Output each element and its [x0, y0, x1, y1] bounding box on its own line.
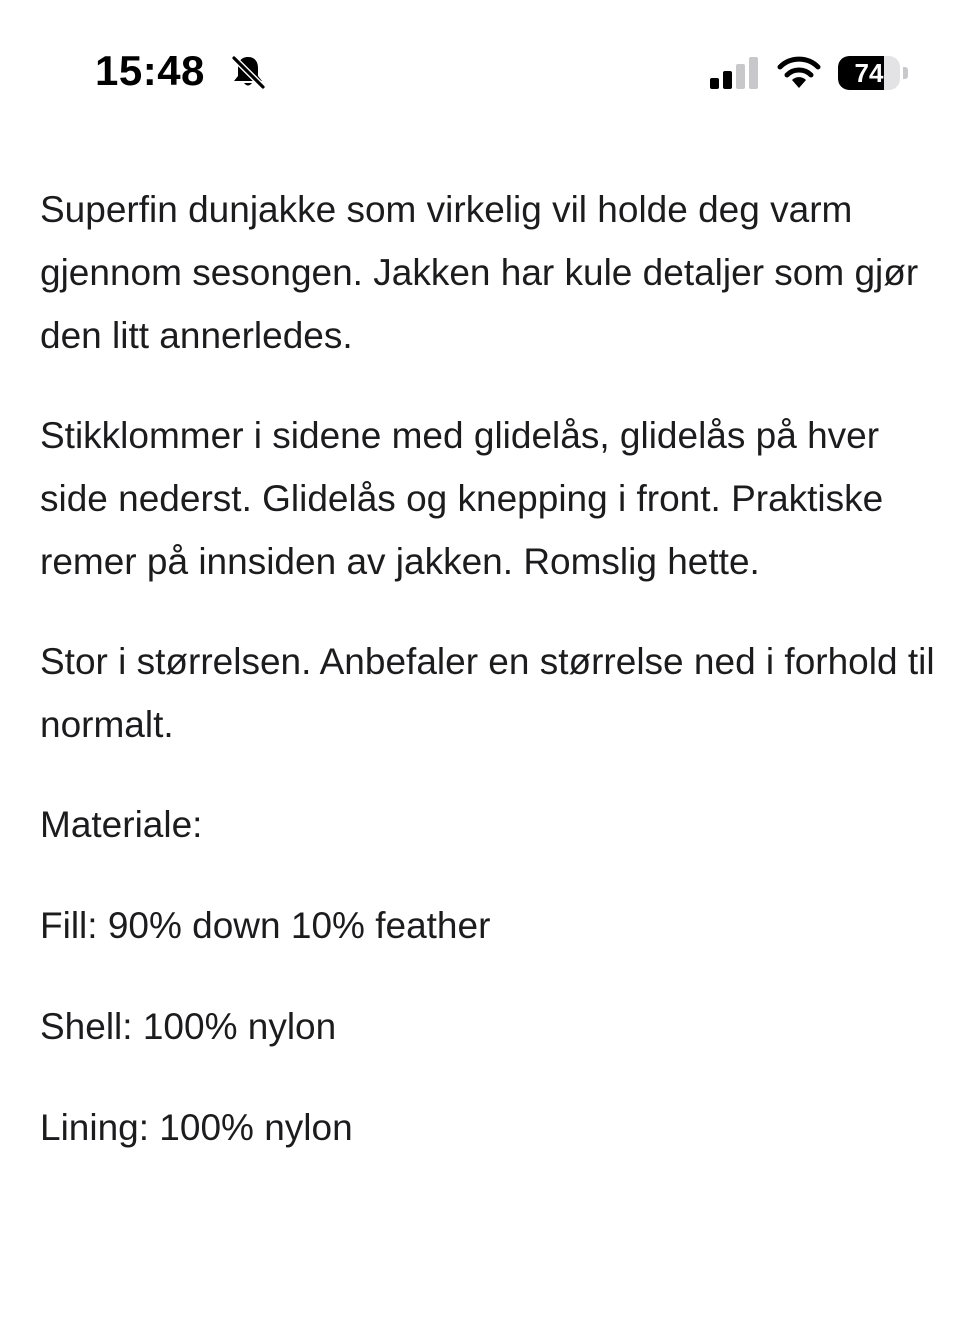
material-heading: Materiale:: [40, 804, 203, 845]
battery-body: [838, 56, 900, 90]
material-lining: Lining: 100% nylon: [40, 1107, 353, 1148]
battery-level: 74: [854, 58, 884, 88]
description-paragraph: Stor i størrelsen. Anbefaler en størrelse ned i forhold til normalt.: [40, 641, 935, 745]
status-bar: [0, 0, 960, 140]
material-fill: Fill: 90% down 10% feather: [40, 905, 491, 946]
cellular-signal-icon: [710, 56, 762, 90]
bell-slash-icon: [228, 52, 268, 92]
description-paragraph: Superfin dunjakke som virkelig vil holde deg varm gjennom sesongen. Jakken har kule detaljer som gjør den litt annerledes.: [40, 189, 919, 356]
material-shell: Shell: 100% nylon: [40, 1006, 337, 1047]
battery-icon: [838, 56, 910, 92]
product-description: [40, 178, 940, 1197]
battery-cap: [903, 67, 908, 79]
status-time: 15:48: [95, 47, 205, 94]
wifi-icon: [776, 54, 822, 90]
description-paragraph: Stikklommer i sidene med glidelås, glidelås på hver side nederst. Glidelås og knepping i front. Praktiske remer på innsiden av jakken. Romslig hette.: [40, 415, 884, 582]
